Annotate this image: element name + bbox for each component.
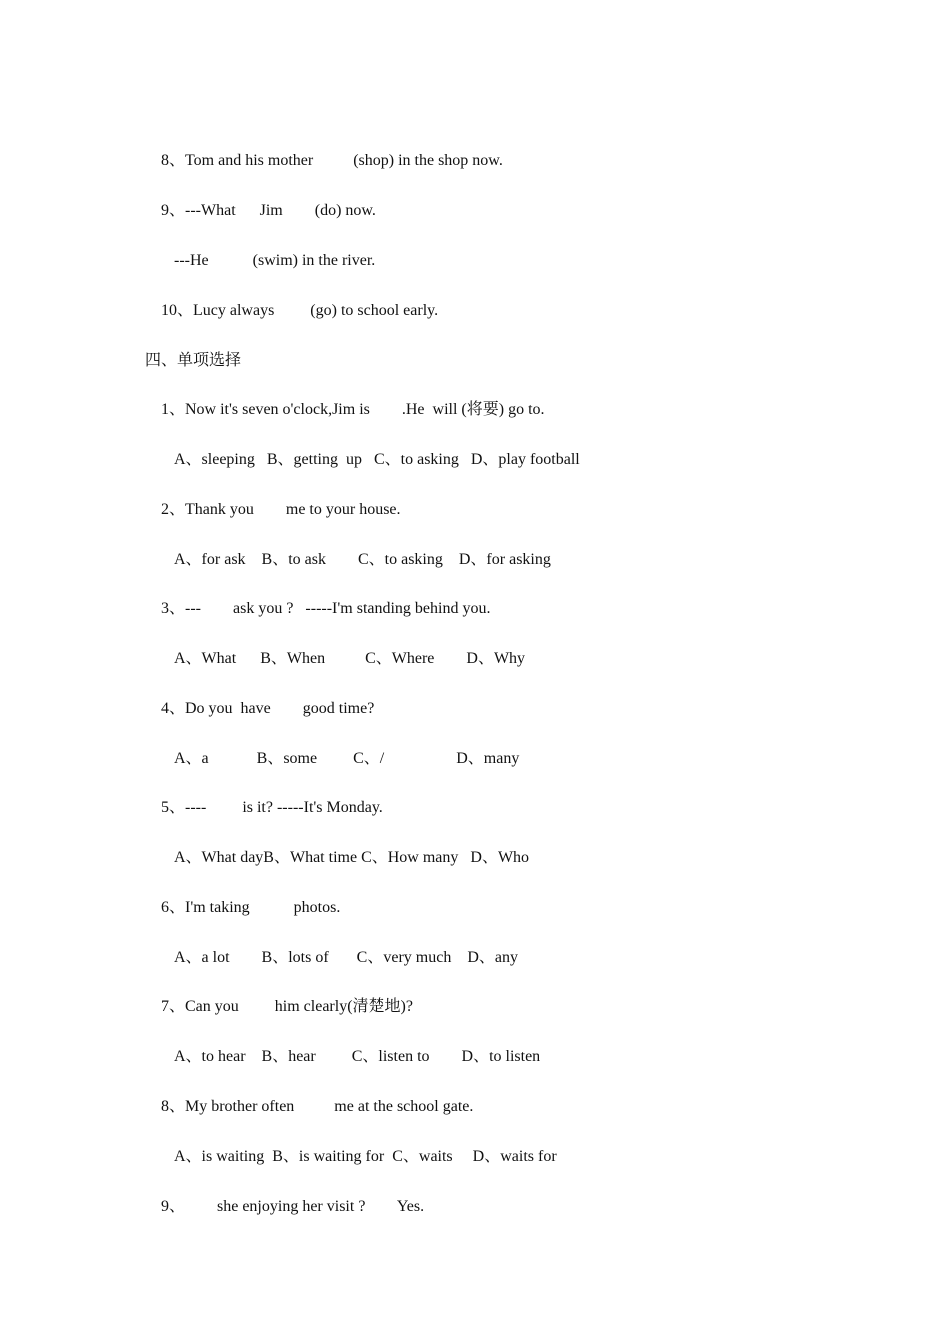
question-1-stem: 1、Now it's seven o'clock,Jim is .He will (将要) go to. bbox=[161, 401, 545, 418]
fill-in-item-8: 8、Tom and his mother (shop) in the shop now. bbox=[161, 152, 503, 169]
question-8-options: A、is waiting B、is waiting for C、waits D、waits for bbox=[174, 1148, 557, 1165]
question-9-stem: 9、 she enjoying her visit ? Yes. bbox=[161, 1198, 425, 1215]
question-3-options: A、What B、When C、Where D、Why bbox=[174, 650, 526, 667]
question-7-stem: 7、Can you him clearly(清楚地)? bbox=[161, 998, 413, 1015]
fill-in-item-9: 9、---What Jim (do) now. bbox=[161, 202, 376, 219]
question-5-stem: 5、---- is it? -----It's Monday. bbox=[161, 799, 383, 816]
question-6-stem: 6、I'm taking photos. bbox=[161, 899, 341, 916]
question-4-options: A、a B、some C、/ D、many bbox=[174, 750, 520, 767]
section-title: 四、单项选择 bbox=[145, 352, 242, 369]
fill-in-item-9-answer: ---He (swim) in the river. bbox=[174, 252, 376, 269]
question-4-stem: 4、Do you have good time? bbox=[161, 700, 375, 717]
question-2-options: A、for ask B、to ask C、to asking D、for asking bbox=[174, 551, 551, 568]
question-3-stem: 3、--- ask you ? -----I'm standing behind you. bbox=[161, 600, 491, 617]
question-8-stem: 8、My brother often me at the school gate. bbox=[161, 1098, 474, 1115]
question-5-options: A、What dayB、What time C、How many D、Who bbox=[174, 849, 530, 866]
fill-in-item-10: 10、Lucy always (go) to school early. bbox=[161, 302, 439, 319]
question-2-stem: 2、Thank you me to your house. bbox=[161, 501, 401, 518]
question-7-options: A、to hear B、hear C、listen to D、to listen bbox=[174, 1048, 541, 1065]
question-1-options: A、sleeping B、getting up C、to asking D、play football bbox=[174, 451, 580, 468]
question-6-options: A、a lot B、lots of C、very much D、any bbox=[174, 949, 518, 966]
